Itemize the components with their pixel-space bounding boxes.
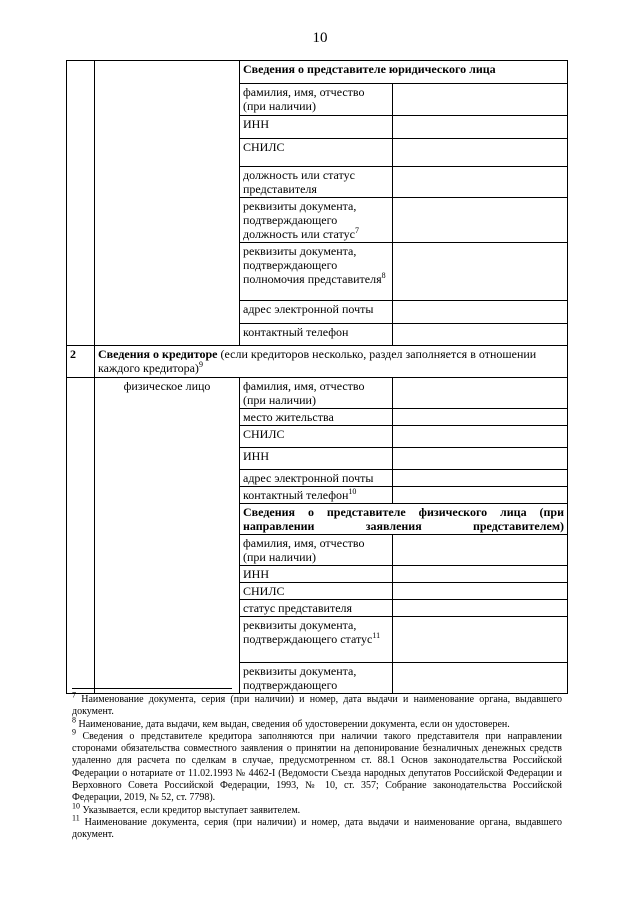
individual-field-phone-text: контактный телефон	[243, 488, 349, 502]
section-2-number: 2	[67, 346, 95, 378]
legal-rep-header: Сведения о представителе юридического лица	[240, 61, 568, 84]
ind-rep-field-status: статус представителя	[240, 600, 393, 617]
legal-rep-value-fio[interactable]	[393, 84, 568, 116]
individual-field-snils: СНИЛС	[240, 426, 393, 448]
legal-rep-value-inn[interactable]	[393, 116, 568, 139]
individual-value-email[interactable]	[393, 470, 568, 487]
footnote-11	[72, 813, 562, 842]
footnote-ref-11[interactable]: 11	[372, 631, 381, 640]
individual-field-inn: ИНН	[240, 448, 393, 470]
ind-rep-value-inn[interactable]	[393, 566, 568, 583]
footnote-ref-8[interactable]: 8	[381, 271, 386, 280]
footnote-10-num: 10	[72, 801, 80, 811]
legal-rep-field-email: адрес электронной почты	[240, 301, 393, 324]
footnote-ref-9[interactable]: 9	[198, 360, 203, 369]
legal-rep-field-authority-doc-text: реквизиты документа, подтверждающего полномочия представителя	[243, 244, 382, 286]
individual-value-residence[interactable]	[393, 409, 568, 426]
ind-rep-field-authority-doc: реквизиты документа, подтверждающего	[240, 663, 393, 694]
footnote-10-text: Указывается, если кредитор выступает заявителем.	[82, 804, 301, 816]
legal-rep-value-snils[interactable]	[393, 139, 568, 167]
ind-rep-field-status-doc	[240, 617, 393, 663]
footnote-7-text: Наименование документа, серия (при наличии) и номер, дата выдачи и наименование органа, выдавшего документ.	[72, 694, 562, 718]
individual-label: физическое лицо	[95, 378, 240, 694]
footnote-8	[72, 715, 562, 731]
ind-rep-value-authority-doc[interactable]	[393, 663, 568, 694]
individual-field-residence: место жительства	[240, 409, 393, 426]
legal-rep-value-position-doc[interactable]	[393, 198, 568, 243]
footnote-ref-10[interactable]: 10	[348, 487, 357, 496]
page-number: 10	[312, 30, 328, 46]
footnote-9-text: Сведения о представителе кредитора заполняются при наличии такого представителя при направлении сторонами обязательства совместного заявления о принятии на депонирование безналичных денежных средств удаленно для расчета по сделкам в случае, предусмотренном ст. 88.1 Основ законодательства Российской Федерации о нотариате от 11.02.1993 № 4462-I (Ведомости Съезда народных депутатов Российской Федерации и Верховного Совета Российской Федерации, 1993, № 10, ст. 357; Собрание законодательства Российской Федерации, 2019, № 52, ст. 7798).	[72, 730, 562, 804]
footnote-8-num: 8	[72, 715, 76, 725]
individual-value-phone[interactable]	[393, 487, 568, 504]
empty-num-cell-2	[67, 378, 95, 694]
ind-rep-field-snils: СНИЛС	[240, 583, 393, 600]
individual-field-fio: фамилия, имя, отчество (при наличии)	[240, 378, 393, 409]
ind-rep-header: Сведения о представителе физического лица (при направлении заявления представителем)	[240, 504, 568, 535]
footnote-11-num: 11	[72, 813, 80, 823]
legal-rep-field-inn: ИНН	[240, 116, 393, 139]
legal-rep-value-authority-doc[interactable]	[393, 243, 568, 301]
legal-rep-field-fio: фамилия, имя, отчество (при наличии)	[240, 84, 393, 116]
ind-rep-field-inn: ИНН	[240, 566, 393, 583]
section-2-title-bold: Сведения о кредиторе	[98, 347, 218, 361]
ind-rep-value-snils[interactable]	[393, 583, 568, 600]
footnote-7	[72, 690, 562, 719]
individual-value-fio[interactable]	[393, 378, 568, 409]
legal-rep-field-position-doc	[240, 198, 393, 243]
individual-value-inn[interactable]	[393, 448, 568, 470]
footnote-7-num: 7	[72, 690, 76, 700]
form-table	[66, 60, 568, 694]
footnote-10	[72, 801, 562, 817]
footnote-9-num: 9	[72, 727, 76, 737]
individual-field-email: адрес электронной почты	[240, 470, 393, 487]
individual-value-snils[interactable]	[393, 426, 568, 448]
section-2-title	[95, 346, 568, 378]
ind-rep-value-fio[interactable]	[393, 535, 568, 566]
footnote-ref-7[interactable]: 7	[354, 226, 359, 235]
footnote-9	[72, 727, 562, 805]
legal-rep-field-authority-doc	[240, 243, 393, 301]
legal-rep-field-position: должность или статус представителя	[240, 167, 393, 198]
legal-rep-value-position[interactable]	[393, 167, 568, 198]
ind-rep-value-status[interactable]	[393, 600, 568, 617]
empty-type-cell	[95, 61, 240, 346]
legal-rep-field-phone: контактный телефон	[240, 324, 393, 346]
empty-num-cell	[67, 61, 95, 346]
ind-rep-value-status-doc[interactable]	[393, 617, 568, 663]
legal-rep-value-phone[interactable]	[393, 324, 568, 346]
footnote-11-text: Наименование документа, серия (при наличии) и номер, дата выдачи и наименование органа, выдавшего документ.	[72, 816, 562, 841]
ind-rep-field-fio: фамилия, имя, отчество (при наличии)	[240, 535, 393, 566]
footnote-8-text: Наименование, дата выдачи, кем выдан, сведения об удостоверении документа, если он удостоверен.	[78, 718, 510, 730]
footnotes	[72, 690, 562, 842]
legal-rep-value-email[interactable]	[393, 301, 568, 324]
section-2-title-rest: (если кредиторов несколько, раздел заполняется в отношении каждого кредитора)	[98, 347, 537, 375]
individual-field-phone	[240, 487, 393, 504]
footnote-separator	[72, 688, 232, 689]
ind-rep-field-status-doc-text: реквизиты документа, подтверждающего статус	[243, 618, 373, 646]
legal-rep-field-snils: СНИЛС	[240, 139, 393, 167]
legal-rep-field-position-doc-text: реквизиты документа, подтверждающего должность или статус	[243, 199, 357, 241]
